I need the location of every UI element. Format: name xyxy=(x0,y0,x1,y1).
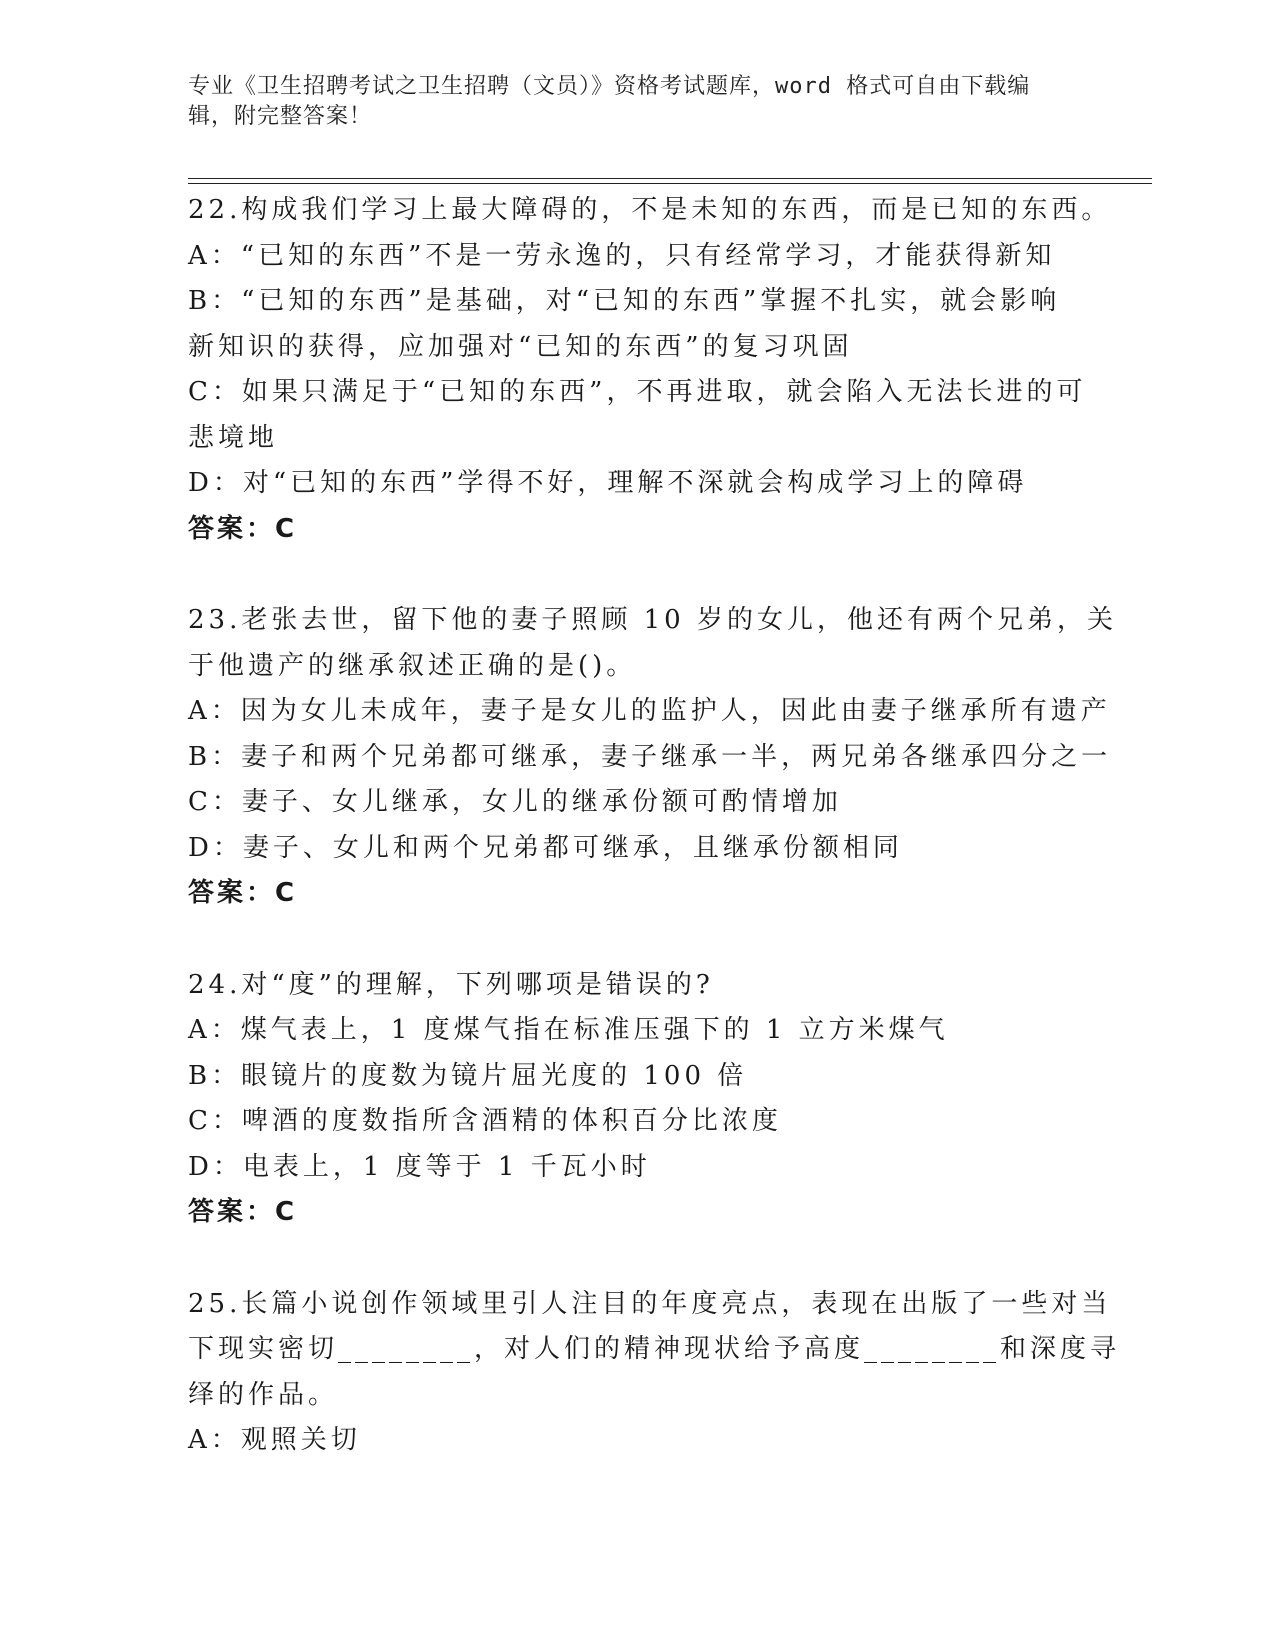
header-divider-bottom xyxy=(188,183,1152,184)
question-stem: 24.对“度”的理解，下列哪项是错误的? xyxy=(188,969,714,1000)
question-24 xyxy=(188,963,1088,1236)
option-a: A：“已知的东西”不是一劳永逸的，只有经常学习，才能获得新知 xyxy=(188,240,1056,271)
question-stem: 23.老张去世，留下他的妻子照顾 10 岁的女儿，他还有两个兄弟，关 xyxy=(188,605,1117,635)
option-c: C：如果只满足于“已知的东西”，不再进取，就会陷入无法长进的可 xyxy=(188,377,1087,407)
option-a: A：煤气表上，1 度煤气指在标准压强下的 1 立方米煤气 xyxy=(188,1015,949,1045)
question-23 xyxy=(188,598,1117,917)
option-c-continued: 悲境地 xyxy=(188,422,279,453)
answer-label: 答案：C xyxy=(188,1197,298,1227)
question-list xyxy=(188,188,1121,1464)
option-c: C：妻子、女儿继承，女儿的继承份额可酌情增加 xyxy=(188,787,842,817)
question-25 xyxy=(188,1282,1121,1464)
option-c: C：啤酒的度数指所含酒精的体积百分比浓度 xyxy=(188,1106,782,1136)
option-b-continued: 新知识的获得，应加强对“已知的东西”的复习巩固 xyxy=(188,331,853,362)
option-a: A：观照关切 xyxy=(188,1425,361,1455)
question-stem-continued: 于他遗产的继承叙述正确的是()。 xyxy=(188,650,637,681)
question-22 xyxy=(188,188,1112,552)
answer-label: 答案：C xyxy=(188,878,298,908)
question-stem: 22.构成我们学习上最大障碍的，不是未知的东西，而是已知的东西。 xyxy=(188,195,1112,225)
option-d: D：对“已知的东西”学得不好，理解不深就会构成学习上的障碍 xyxy=(188,468,1028,498)
option-d: D：妻子、女儿和两个兄弟都可继承，且继承份额相同 xyxy=(188,832,903,863)
option-b: B：“已知的东西”是基础，对“已知的东西”掌握不扎实，就会影响 xyxy=(188,286,1061,316)
answer-label: 答案：C xyxy=(188,513,298,544)
option-b: B：眼镜片的度数为镜片屈光度的 100 倍 xyxy=(188,1060,748,1091)
option-d: D：电表上，1 度等于 1 千瓦小时 xyxy=(188,1151,651,1182)
question-stem: 25.长篇小说创作领域里引人注目的年度亮点，表现在出版了一些对当 xyxy=(188,1288,1112,1319)
document-header xyxy=(188,72,1068,132)
header-intro-text: 专业《卫生招聘考试之卫生招聘（文员）》资格考试题库，word 格式可自由下载编辑，附完整答案！ xyxy=(188,74,1031,129)
question-stem-continued: 绎的作品。 xyxy=(188,1379,339,1410)
header-divider-top xyxy=(188,178,1152,179)
option-b: B：妻子和两个兄弟都可继承，妻子继承一半，两兄弟各继承四分之一 xyxy=(188,741,1112,772)
question-stem-continued: 下现实密切________，对人们的精神现状给予高度________和深度寻 xyxy=(188,1334,1121,1364)
option-a: A：因为女儿未成年，妻子是女儿的监护人，因此由妻子继承所有遗产 xyxy=(188,696,1111,726)
